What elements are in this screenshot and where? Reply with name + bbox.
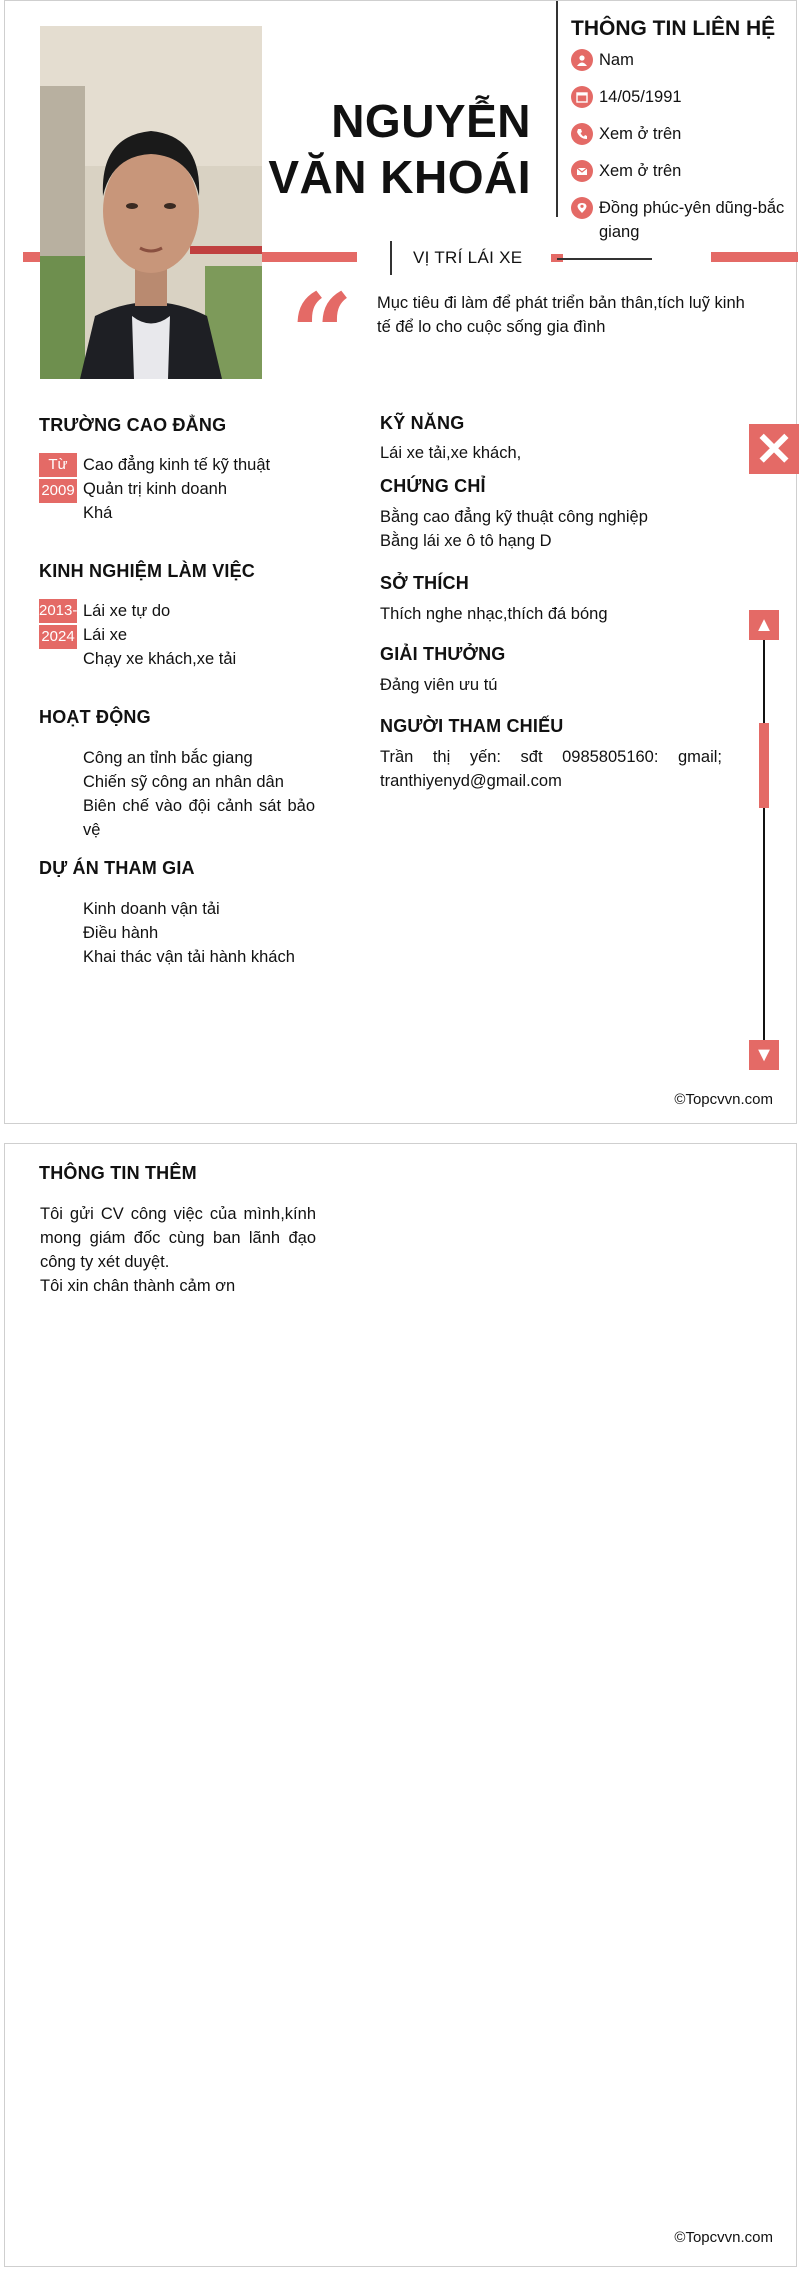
contact-dob: [571, 85, 791, 109]
cv-page-2: [4, 1143, 797, 2267]
references-title: NGƯỜI THAM CHIẾU: [380, 716, 564, 736]
scroll-up-button[interactable]: [749, 610, 779, 640]
phone-value[interactable]: Xem ở trên: [599, 125, 682, 143]
project-line: Kinh doanh vận tải: [83, 900, 220, 918]
arrow-down-icon: ▼: [754, 1043, 774, 1066]
gender-value: Nam: [599, 51, 634, 69]
education-years: [39, 453, 77, 503]
experience-line: Chạy xe khách,xe tải: [83, 650, 237, 668]
education-line: Cao đẳng kinh tế kỹ thuật: [83, 456, 271, 474]
skills-text: Lái xe tải,xe khách,: [380, 444, 522, 462]
mail-icon: [571, 160, 593, 182]
scroll-down-button[interactable]: [749, 1040, 779, 1070]
education-line: Khá: [83, 504, 113, 522]
education-year-to: 2009: [39, 479, 77, 503]
education-title: TRƯỜNG CAO ĐẲNG: [39, 415, 227, 435]
dob-value: 14/05/1991: [599, 88, 682, 106]
job-position: VỊ TRÍ LÁI XE: [413, 248, 523, 267]
skills-title: KỸ NĂNG: [380, 413, 465, 433]
contact-gender: [571, 48, 791, 72]
hobbies-title: SỞ THÍCH: [380, 573, 469, 593]
profile-photo: [40, 26, 262, 379]
additional-line-2: Tôi xin chân thành cảm ơn: [40, 1277, 236, 1295]
cv-page-1: [4, 0, 797, 1124]
footer-brand[interactable]: ©Topcvvn.com: [674, 1091, 773, 1108]
contact-email: [571, 159, 791, 183]
additional-line-1: Tôi gửi CV công việc của mình,kính mong giám đốc cùng ban lãnh đạo công ty xét duyệt.: [40, 1205, 316, 1271]
name-line-2: VĂN KHOÁI: [268, 151, 531, 203]
awards-text: Đảng viên ưu tú: [380, 676, 498, 694]
scroll-track[interactable]: [763, 640, 765, 1040]
activities-details: [83, 746, 315, 842]
education-details: [83, 453, 270, 525]
additional-info-text: [40, 1202, 316, 1298]
activity-line: Công an tỉnh bắc giang: [83, 749, 253, 767]
contact-divider: [556, 1, 558, 217]
accent-bar-mid: [262, 252, 357, 262]
phone-icon: [571, 123, 593, 145]
email-value[interactable]: Xem ở trên: [599, 162, 682, 180]
location-icon: [571, 197, 593, 219]
additional-info-title: THÔNG TIN THÊM: [39, 1163, 197, 1183]
accent-bar-right: [711, 252, 798, 262]
experience-year-from: 2013-: [39, 599, 77, 623]
experience-line: Lái xe: [83, 626, 128, 644]
activity-line: Chiến sỹ công an nhân dân: [83, 773, 284, 791]
calendar-icon: [571, 86, 593, 108]
certificate-line: Bằng cao đẳng kỹ thuật công nghiệp: [380, 508, 648, 526]
person-icon: [571, 49, 593, 71]
experience-title: KINH NGHIỆM LÀM VIỆC: [39, 561, 256, 581]
scroll-thumb[interactable]: [759, 723, 769, 808]
activity-line: Biên chế vào đội cảnh sát bảo vệ: [83, 797, 315, 839]
experience-line: Lái xe tự do: [83, 602, 171, 620]
projects-details: [83, 897, 295, 969]
hobbies-text: Thích nghe nhạc,thích đá bóng: [380, 605, 608, 623]
quote-icon: “: [290, 269, 354, 398]
contact-phone: [571, 122, 791, 146]
arrow-up-icon: ▲: [754, 613, 774, 636]
activities-title: HOẠT ĐỘNG: [39, 707, 151, 727]
project-line: Khai thác vận tải hành khách: [83, 948, 295, 966]
certificate-line: Bằng lái xe ô tô hạng D: [380, 532, 552, 550]
experience-year-to: 2024: [39, 625, 77, 649]
projects-title: DỰ ÁN THAM GIA: [39, 858, 195, 878]
name-line-1: NGUYỄN: [331, 95, 531, 147]
close-button[interactable]: [749, 424, 799, 474]
accent-bar-left: [23, 252, 40, 262]
contact-title: THÔNG TIN LIÊN HỆ: [571, 17, 776, 40]
candidate-name: [268, 93, 531, 205]
address-value: Đồng phúc-yên dũng-bắc giang: [599, 199, 785, 241]
experience-details: [83, 599, 236, 671]
education-line: Quản trị kinh doanh: [83, 480, 228, 498]
certificates-details: [380, 505, 648, 553]
career-objective: Mục tiêu đi làm để phát triển bản thân,tích luỹ kinh tế để lo cho cuộc sống gia đình: [377, 294, 745, 336]
position-underline: [557, 258, 652, 260]
experience-years: [39, 599, 77, 649]
contact-address: [571, 196, 791, 244]
project-line: Điều hành: [83, 924, 159, 942]
awards-title: GIẢI THƯỞNG: [380, 644, 506, 664]
certificates-title: CHỨNG CHỈ: [380, 476, 486, 496]
close-icon: ✕: [754, 423, 794, 475]
education-year-from: Từ: [39, 453, 77, 477]
position-divider: [390, 241, 392, 275]
references-text: Trần thị yến: sđt 0985805160: gmail; tranthiyenyd@gmail.com: [380, 748, 722, 790]
footer-brand[interactable]: ©Topcvvn.com: [674, 2229, 773, 2246]
